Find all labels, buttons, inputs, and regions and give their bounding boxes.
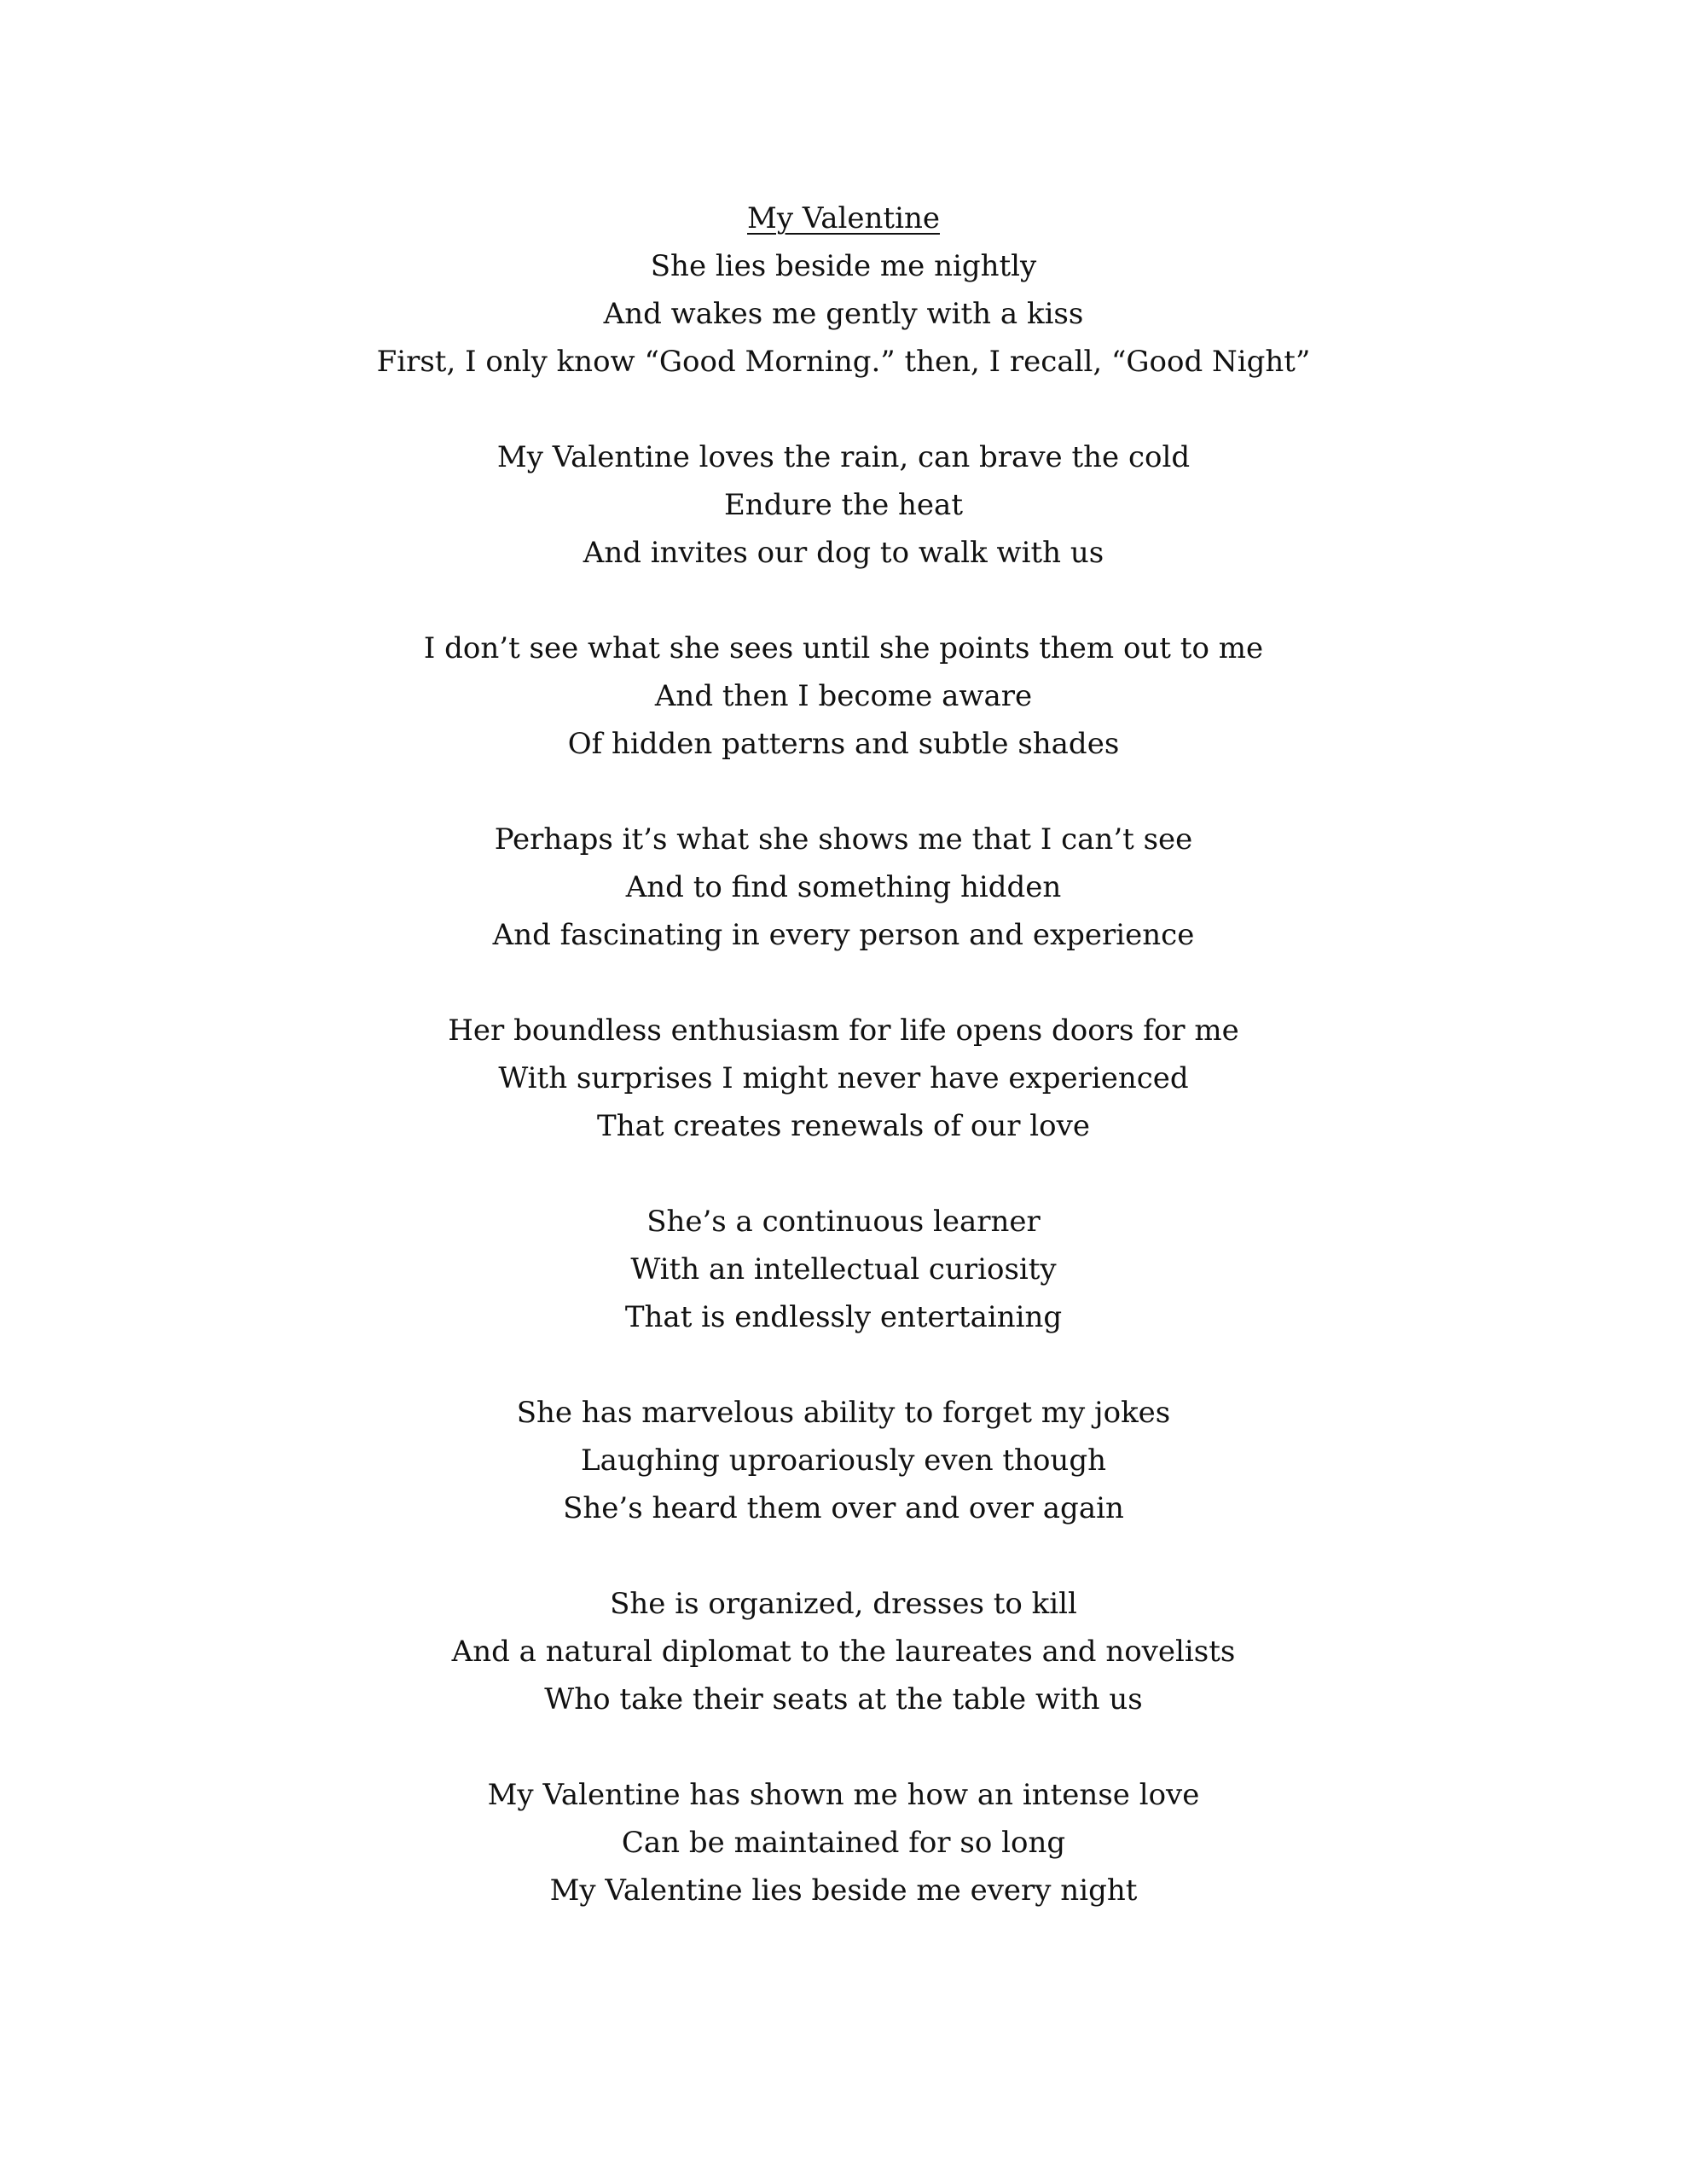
poem [0, 195, 1687, 1914]
stanza-4 [0, 816, 1687, 959]
stanza-6 [0, 1198, 1687, 1341]
poem-line: She has marvelous ability to forget my jokes [516, 1396, 1171, 1430]
poem-line: Perhaps it’s what she shows me that I can’t see [494, 822, 1193, 857]
poem-line: And to find something hidden [625, 870, 1062, 904]
poem-line: And invites our dog to walk with us [583, 536, 1104, 570]
poem-line: That is endlessly entertaining [624, 1300, 1063, 1334]
stanza-1 [0, 242, 1687, 386]
poem-line: My Valentine lies beside me every night [549, 1873, 1138, 1908]
poem-line: I don’t see what she sees until she points them out to me [423, 631, 1264, 665]
stanza-3 [0, 624, 1687, 768]
stanza-7 [0, 1389, 1687, 1532]
poem-line: And fascinating in every person and experience [492, 918, 1195, 952]
stanza-8 [0, 1580, 1687, 1723]
stanza-5 [0, 1007, 1687, 1150]
stanza-9 [0, 1771, 1687, 1914]
poem-line: And a natural diplomat to the laureates and novelists [451, 1635, 1236, 1669]
poem-line: My Valentine loves the rain, can brave the cold [496, 440, 1191, 474]
poem-line: My Valentine has shown me how an intense love [487, 1778, 1200, 1812]
poem-line: With an intellectual curiosity [630, 1252, 1057, 1287]
poem-line: She’s heard them over and over again [563, 1491, 1124, 1525]
poem-line: That creates renewals of our love [597, 1109, 1090, 1143]
poem-line: She’s a continuous learner [646, 1205, 1041, 1239]
poem-line: Of hidden patterns and subtle shades [567, 727, 1120, 761]
poem-line: Can be maintained for so long [621, 1826, 1066, 1860]
poem-line: With surprises I might never have experienced [498, 1061, 1189, 1095]
poem-line: She is organized, dresses to kill [610, 1587, 1077, 1621]
poem-line: Laughing uproariously even though [581, 1443, 1106, 1478]
poem-line: Her boundless enthusiasm for life opens doors for me [448, 1014, 1239, 1048]
poem-line: She lies beside me nightly [650, 249, 1037, 283]
poem-line: Endure the heat [723, 488, 963, 522]
poem-line: And then I become aware [654, 679, 1033, 713]
poem-line: First, I only know “Good Morning.” then, I recall, “Good Night” [376, 345, 1311, 379]
stanza-2 [0, 433, 1687, 577]
poem-line: And wakes me gently with a kiss [603, 297, 1084, 331]
poem-title: My Valentine [747, 201, 940, 235]
poem-line: Who take their seats at the table with us [544, 1682, 1143, 1716]
